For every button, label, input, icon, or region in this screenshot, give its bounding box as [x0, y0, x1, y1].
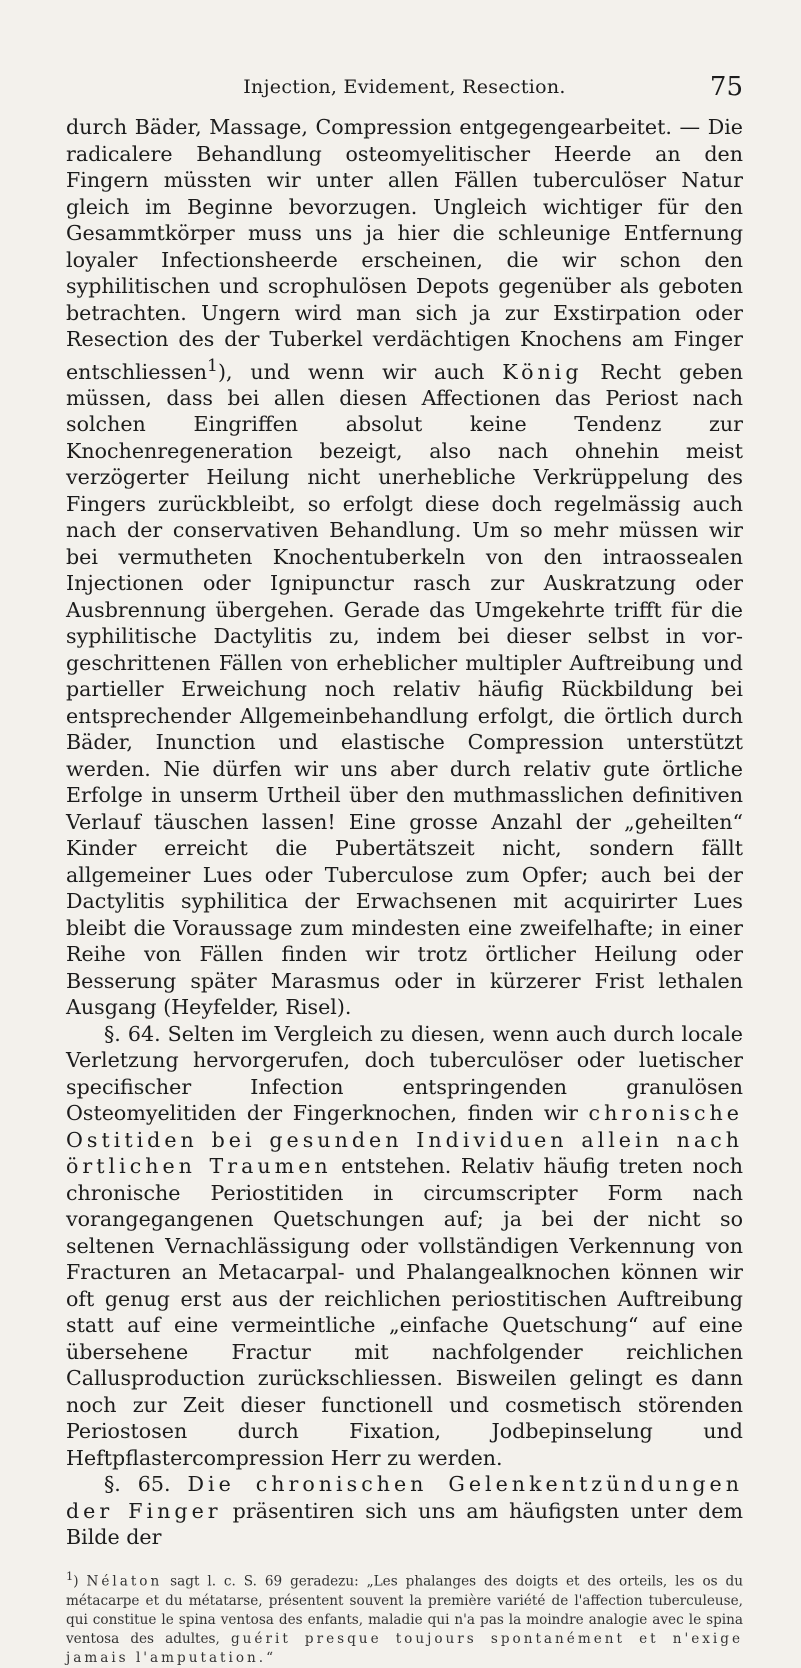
paragraph-section-64: §. 64. Selten im Vergleich zu diesen, wenn auch durch locale Verletzung hervorgerufen, doch tuberculöser oder luetischer specifischer Infection entspringenden granulösen Osteomyelitiden der Fingerknochen, finden wir chronische Ostitiden bei gesunden Individuen allein nach örtlichen Traumen entstehen. Relativ häufig treten noch chronische Periostitiden in circumscripter Form nach vorangegangenen Quetschungen auf; ja bei der nicht so seltenen Vernachlässigung oder vollständigen Verkennung von Fracturen an Metacarpal- und Phalangealknochen können wir oft genug erst aus der reichlichen periostitischen Auftreibung statt auf eine vermeintliche „einfache Quetschung“ auf eine übersehene Fractur mit nachfolgender reichlichen Callusproduction zurückschliessen. Bisweilen gelingt es dann noch zur Zeit dieser functionell und cosmetisch störenden Periostosen durch Fixation, Jodbepinselung und Heftpflastercompression Herr zu werden.	[66, 1021, 743, 1470]
footnote-marker: 1	[66, 1568, 74, 1583]
body-text	[66, 114, 743, 1551]
paragraph-continuation: durch Bäder, Massage, Compression entgegengearbeitet. — Die radicalere Behandlung osteomyelitischer Heerde an den Fingern müssten wir unter allen Fällen tuberculöser Natur gleich im Beginne bevorzugen. Ungleich wichtiger für den Gesammtkörper muss uns ja hier die schleunige Entfernung loyaler Infectionsheerde erscheinen, die wir schon den syphilitischen und scrophulösen Depots gegenüber als geboten betrachten. Ungern wird man sich ja zur Exstirpation oder Resection des der Tuberkel verdächtigen Knochens am Finger entschliessen$^1$), und wenn wir auch König Recht geben müssen, dass bei allen diesen Affectionen das Periost nach solchen Eingriffen absolut keine Tendenz zur Knochenregeneration bezeigt, also nach ohnehin meist verzögerter Heilung nicht unerhebliche Verkrüppelung des Fingers zurückbleibt, so erfolgt diese doch regelmässig auch nach der conservativen Behandlung. Um so mehr müssen wir bei vermutheten Knochentuberkeln von den intraossealen Injectionen oder Ignipunctur rasch zur Auskratzung oder Ausbrennung übergehen. Gerade das Umgekehrte trifft für die syphilitische Dactylitis zu, indem bei dieser selbst in vorgeschrittenen Fällen von erheblicher multipler Auftreibung und partieller Erweichung noch relativ häufig Rückbildung bei entsprechender Allgemeinbehandlung erfolgt, die örtlich durch Bäder, Inunction und elastische Compression unterstützt werden. Nie dürfen wir uns aber durch relativ gute örtliche Erfolge in unserm Urtheil über den muthmasslichen definitiven Verlauf täuschen lassen! Eine grosse Anzahl der „geheilten“ Kinder erreicht die Pubertätszeit nicht, sondern fällt allgemeiner Lues oder Tuberculose zum Opfer; auch bei der Dactylitis syphilitica der Erwachsenen mit acquirirter Lues bleibt die Voraussage zum mindesten eine zweifelhafte; in einer Reihe von Fällen finden wir trotz örtlicher Heilung oder Besserung später Marasmus oder in kürzerer Frist lethalen Ausgang (Heyfelder, Risel).	[66, 115, 743, 1020]
footnote-emphasis: guérit presque toujours spontanément et n'exige jamais l'amputation.	[66, 1631, 744, 1667]
footnote: $^1$) Nélaton sagt l. c. S. 69 geradezu: „Les phalanges des doigts et des orteils, les os du métacarpe et du métatarse, présentent souvent la première variété de l'affection tuberculeuse, qui constitue le spina ventosa des enfants, maladie qui n'a pas la moindre analogie avec le spina ventosa des adultes, guérit presque toujours spontanément et n'exige jamais l'amputation.“	[66, 1568, 744, 1667]
running-header	[66, 70, 743, 114]
emphasized-heading-phrase: Die chronischen Gelenkentzündungen der Finger	[66, 1472, 743, 1523]
footnote-reference: 1	[207, 355, 218, 376]
paragraph-section-65: §. 65. Die chronischen Gelenkentzündungen der Finger präsentiren sich uns am häufigsten unter dem Bilde der	[66, 1472, 744, 1550]
footnote-author: Nélaton	[86, 1573, 163, 1590]
page-number: 75	[709, 72, 743, 102]
author-name: König	[502, 359, 583, 384]
emphasized-phrase: chronische Ostitiden bei gesunden Individuen allein nach örtlichen Traumen	[66, 1101, 743, 1179]
running-title: Injection, Evidement, Resection.	[243, 76, 566, 98]
